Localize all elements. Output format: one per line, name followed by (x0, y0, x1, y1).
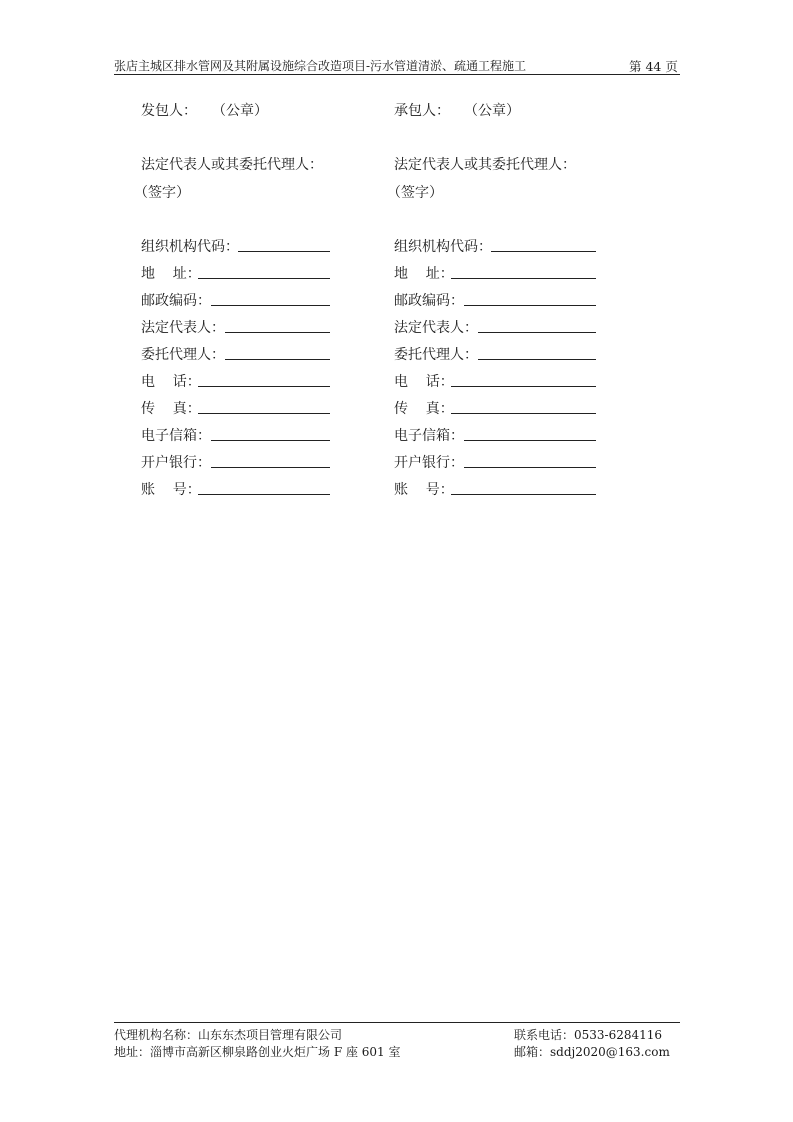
contractor-legal-rep-blank (478, 332, 596, 333)
employer-account-blank (198, 494, 330, 495)
header-title: 张店主城区排水管网及其附属设施综合改造项目-污水管道清淤、疏通工程施工 (114, 59, 527, 73)
agency-address: 地址：淄博市高新区柳泉路创业火炬广场 F 座 601 室 (114, 1045, 401, 1059)
employer-address-blank (198, 278, 330, 279)
agency-name: 代理机构名称：山东东杰项目管理有限公司 (114, 1028, 343, 1042)
contractor-agent-label: 委托代理人： (394, 347, 478, 363)
agency-phone: 联系电话：0533-6284116 (514, 1028, 663, 1042)
employer-phone-label: 电 话： (141, 374, 201, 390)
contractor-fax-blank (451, 413, 596, 414)
contractor-agent-blank (478, 359, 596, 360)
contractor-email-label: 电子信箱： (394, 428, 464, 444)
contractor-postcode-label: 邮政编码： (394, 293, 464, 309)
contractor-rep-label: 法定代表人或其委托代理人： (394, 157, 576, 173)
employer-fax-blank (198, 413, 330, 414)
contractor-legal-rep-label: 法定代表人： (394, 320, 478, 336)
employer-agent-blank (225, 359, 330, 360)
employer-seal: （公章） (212, 103, 268, 119)
employer-sign: （签字） (134, 185, 190, 201)
employer-bank-label: 开户银行： (141, 455, 211, 471)
contractor-sign: （签字） (387, 185, 443, 201)
employer-org-code-blank (238, 251, 330, 252)
contractor-label: 承包人： (394, 103, 450, 119)
footer-rule (114, 1022, 680, 1023)
contractor-account-label: 账 号： (394, 482, 454, 498)
contractor-seal: （公章） (464, 103, 520, 119)
contractor-email-blank (464, 440, 596, 441)
contractor-address-label: 地 址： (394, 266, 454, 282)
contractor-org-code-label: 组织机构代码： (394, 239, 492, 255)
employer-legal-rep-label: 法定代表人： (141, 320, 225, 336)
page-number: 第 44 页 (629, 59, 678, 74)
contractor-fax-label: 传 真： (394, 401, 454, 417)
contractor-account-blank (451, 494, 596, 495)
agency-email: 邮箱：sddj2020@163.com (514, 1045, 670, 1059)
employer-email-label: 电子信箱： (141, 428, 211, 444)
contractor-bank-blank (464, 467, 596, 468)
employer-bank-blank (211, 467, 330, 468)
employer-email-blank (211, 440, 330, 441)
contractor-phone-label: 电 话： (394, 374, 454, 390)
contractor-postcode-blank (464, 305, 596, 306)
employer-label: 发包人： (141, 103, 197, 119)
employer-address-label: 地 址： (141, 266, 201, 282)
employer-rep-label: 法定代表人或其委托代理人： (141, 157, 323, 173)
employer-agent-label: 委托代理人： (141, 347, 225, 363)
employer-fax-label: 传 真： (141, 401, 201, 417)
employer-phone-blank (198, 386, 330, 387)
contractor-address-blank (451, 278, 596, 279)
employer-org-code-label: 组织机构代码： (141, 239, 239, 255)
header-rule (114, 74, 680, 75)
contractor-org-code-blank (491, 251, 596, 252)
employer-postcode-blank (211, 305, 330, 306)
contractor-bank-label: 开户银行： (394, 455, 464, 471)
employer-account-label: 账 号： (141, 482, 201, 498)
employer-postcode-label: 邮政编码： (141, 293, 211, 309)
employer-legal-rep-blank (225, 332, 330, 333)
contractor-phone-blank (451, 386, 596, 387)
